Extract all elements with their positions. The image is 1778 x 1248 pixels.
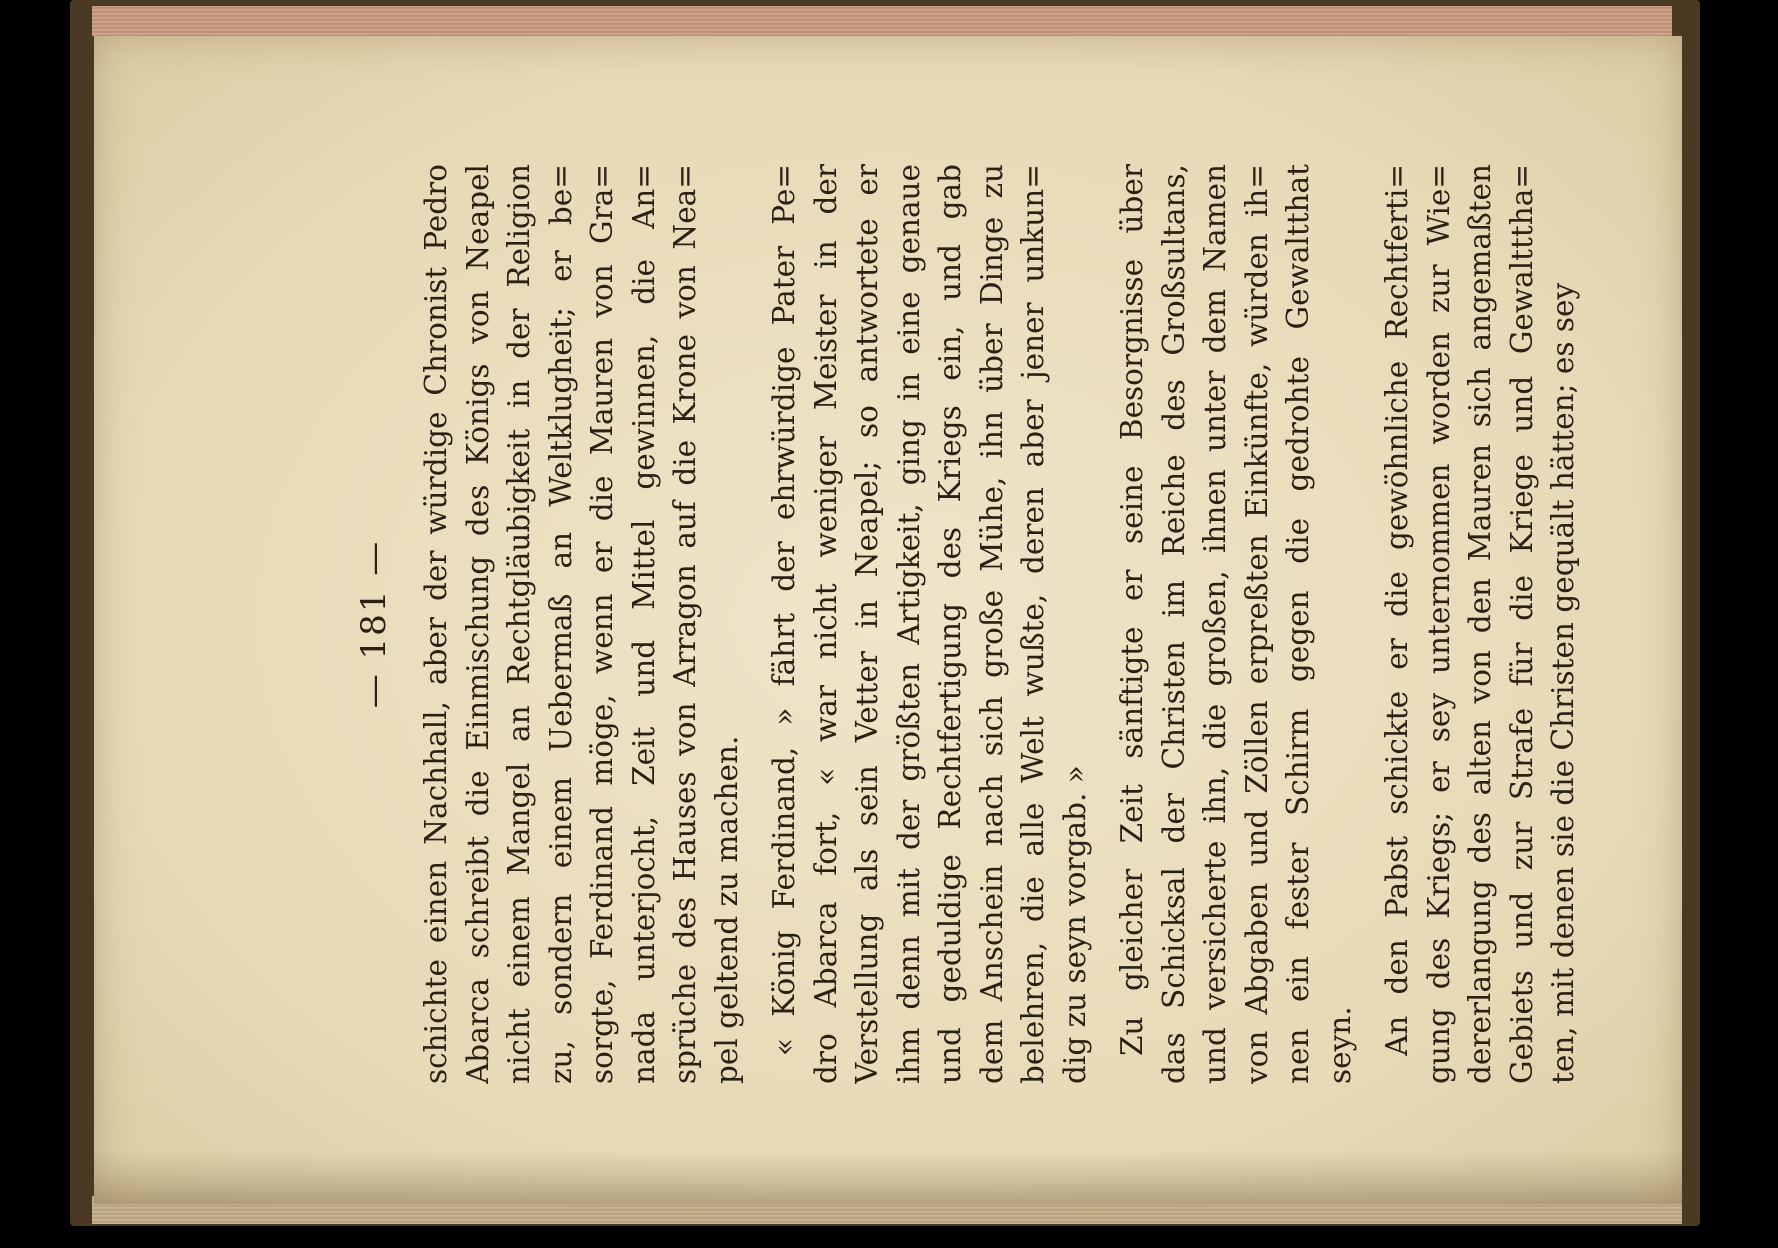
paragraph-gap	[748, 164, 764, 1084]
page-text-block	[354, 164, 1580, 1084]
text-line: Abarca schreibt die Einmischung des Königs von Neapel	[460, 164, 495, 1084]
paragraphs	[416, 164, 1585, 1084]
text-line: Gebiets und zur Strafe für die Kriege und Gewaltttha=	[1504, 164, 1539, 1084]
text-line: « König Ferdinand, » fährt der ehrwürdige Pater Pe=	[767, 164, 801, 1056]
paragraph-gap	[1361, 164, 1377, 1084]
text-line: An den Pabst schickte er die gewöhnliche Rechtferti=	[1380, 164, 1414, 1056]
text-line: dem Anschein nach sich große Mühe, ihn über Dinge zu	[974, 164, 1009, 1084]
text-line: und versicherte ihn, die großen, ihnen unter dem Namen	[1198, 164, 1232, 1084]
page-edges-top	[92, 6, 1672, 36]
text-line: von Abgaben und Zöllen erpreßten Einkünfte, würden ih=	[1239, 164, 1274, 1084]
page-number: — 181 —	[354, 539, 394, 709]
text-line: schichte einen Nachhall, aber der würdige Chronist Pedro	[419, 164, 453, 1084]
paragraph	[416, 164, 748, 1084]
text-line: nada unterjocht, Zeit und Mittel gewinnen, die An=	[626, 164, 661, 1084]
text-line: zu, sondern einem Uebermaß an Weltklugheit; er be=	[543, 164, 578, 1084]
paragraph-gap	[1096, 164, 1112, 1084]
text-line: seyn.	[1322, 1006, 1357, 1084]
text-line: ihm denn mit der größten Artigkeit, ging in eine genaue	[891, 164, 926, 1084]
text-line: sprüche des Hauses von Arragon auf die Krone von Nea=	[668, 164, 702, 1084]
text-line: sorgte, Ferdinand möge, wenn er die Mauren von Gra=	[585, 164, 619, 1084]
text-line: Zu gleicher Zeit sänftigte er seine Besorgnisse über	[1115, 164, 1149, 1056]
text-line: dig zu seyn vorgab. »	[1057, 765, 1092, 1084]
text-line: ten, mit denen sie die Christen gequält hätten; es sey	[1546, 282, 1580, 1084]
text-line: Verstellung als sein Vetter in Neapel; so antwortete er	[850, 164, 884, 1084]
paragraph	[764, 164, 1096, 1084]
text-line: nicht einem Mangel an Rechtgläubigkeit in der Religion	[502, 164, 536, 1084]
spine-shadow	[94, 1150, 1682, 1204]
text-line: belehren, die alle Welt wußte, deren aber jener unkun=	[1016, 164, 1050, 1084]
text-line: nen ein fester Schirm gegen die gedrohte Gewaltthat	[1281, 164, 1315, 1084]
text-line: pel geltend zu machen.	[709, 735, 744, 1084]
text-line: gung des Kriegs; er sey unternommen worden zur Wie=	[1421, 164, 1456, 1084]
paragraph	[1377, 164, 1585, 1084]
text-line: und geduldige Rechtfertigung des Kriegs ein, und gab	[933, 164, 967, 1084]
text-line: dro Abarca fort, « war nicht weniger Meister in der	[808, 164, 843, 1084]
paragraph	[1112, 164, 1361, 1084]
text-line: dererlangung des alten von den Mauren sich angemaßten	[1463, 164, 1497, 1084]
text-line: das Schicksal der Christen im Reiche des Großsultans,	[1156, 164, 1191, 1084]
